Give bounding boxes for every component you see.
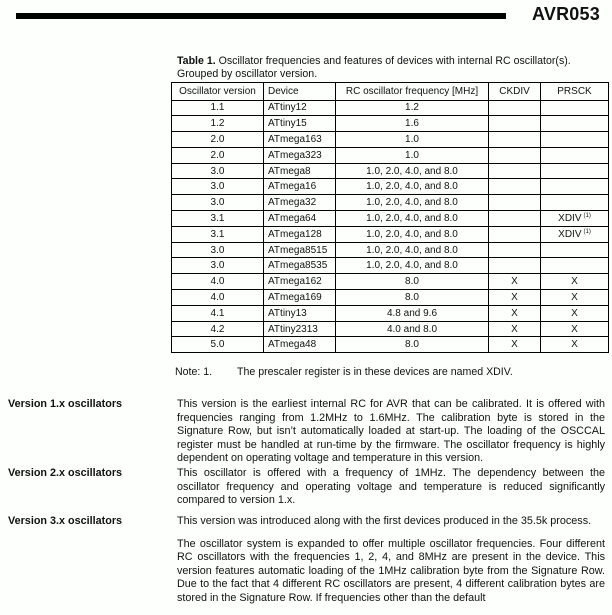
- cell-device: [264, 226, 336, 242]
- paragraph: The oscillator system is expanded to offer multiple oscillator frequencies. Four different RC oscillators with the frequencies 1, 2, 4, and 8MHz are present in the device. This version features automatic loading of the 1MHz calibration byte from the Signature Row. Due to the fact that 4 different RC oscillators are present, 4 different calibration bytes are stored in the Signature Row. If frequencies other than the default: [177, 537, 605, 604]
- section-label: Version 3.x oscillators: [8, 515, 123, 527]
- cell-version: [172, 258, 264, 274]
- cell-frequency: [336, 258, 489, 274]
- cell-device-text: ATmega32: [268, 197, 317, 209]
- cell-version-text: 3.1: [210, 212, 225, 224]
- cell-version: [172, 211, 264, 227]
- table-row: [172, 274, 609, 290]
- cell-version-text: 3.0: [210, 165, 225, 177]
- cell-ckdiv-text: X: [511, 323, 518, 335]
- cell-device: [264, 242, 336, 258]
- table-caption-text: Oscillator frequencies and features of devices with internal RC oscillator(s). Grouped by oscillator version.: [177, 55, 571, 80]
- cell-device-text: ATmega8535: [268, 260, 328, 272]
- cell-frequency-text: 1.0: [405, 133, 419, 145]
- cell-frequency: [336, 179, 489, 195]
- cell-version: [172, 274, 264, 290]
- cell-frequency: [336, 274, 489, 290]
- table-row: [172, 258, 609, 274]
- cell-ckdiv: [489, 305, 541, 321]
- column-header-ckdiv: CKDIV: [489, 83, 541, 101]
- cell-prsck: [541, 163, 609, 179]
- cell-ckdiv: [489, 195, 541, 211]
- cell-version-text: 3.0: [210, 197, 225, 209]
- cell-device-text: ATmega128: [268, 228, 322, 240]
- cell-version: [172, 132, 264, 148]
- cell-device: [264, 179, 336, 195]
- cell-frequency-text: 1.0, 2.0, 4.0, and 8.0: [366, 181, 458, 193]
- column-header-frequency: RC oscillator frequency [MHz]: [336, 83, 489, 101]
- cell-version: [172, 305, 264, 321]
- cell-device: [264, 290, 336, 306]
- cell-version: [172, 337, 264, 353]
- cell-prsck: [541, 290, 609, 306]
- header-rule: [16, 13, 506, 19]
- table-row: [172, 226, 609, 242]
- table-row: [172, 242, 609, 258]
- cell-frequency: [336, 116, 489, 132]
- cell-ckdiv-text: X: [511, 276, 518, 288]
- table-caption: [177, 55, 607, 80]
- cell-ckdiv-text: X: [511, 291, 518, 303]
- cell-version: [172, 226, 264, 242]
- cell-version-text: 1.2: [210, 118, 225, 130]
- cell-prsck: [541, 100, 609, 116]
- cell-device: [264, 211, 336, 227]
- cell-frequency: [336, 290, 489, 306]
- table-row: [172, 163, 609, 179]
- cell-version-text: 2.0: [210, 149, 225, 161]
- cell-frequency: [336, 226, 489, 242]
- cell-device: [264, 116, 336, 132]
- cell-frequency-text: 1.6: [405, 118, 419, 130]
- cell-version-text: 5.0: [210, 339, 225, 351]
- cell-frequency-text: 1.0, 2.0, 4.0, and 8.0: [366, 212, 458, 224]
- cell-device: [264, 147, 336, 163]
- table-header-row: [172, 83, 609, 101]
- cell-ckdiv-text: X: [511, 339, 518, 351]
- cell-version: [172, 242, 264, 258]
- cell-device: [264, 100, 336, 116]
- cell-device: [264, 305, 336, 321]
- cell-prsck: [541, 179, 609, 195]
- cell-device-text: ATtiny13: [268, 307, 307, 319]
- cell-device-text: ATmega162: [268, 276, 322, 288]
- cell-device-text: ATtiny12: [268, 102, 307, 114]
- cell-prsck: [541, 116, 609, 132]
- footnote-text: The prescaler register is in these devices are named XDIV.: [237, 366, 513, 378]
- cell-ckdiv: [489, 179, 541, 195]
- column-header-device: Device: [264, 83, 336, 101]
- cell-device-text: ATmega8: [268, 165, 311, 177]
- paragraph: This oscillator is offered with a frequency of 1MHz. The dependency between the oscillator frequency and operating voltage and temperature is reduced significantly compared to version 1.x.: [177, 467, 605, 507]
- cell-version-text: 2.0: [210, 133, 225, 145]
- cell-device: [264, 195, 336, 211]
- section-label: Version 2.x oscillators: [8, 467, 123, 479]
- cell-device-text: ATmega8515: [268, 244, 328, 256]
- cell-version-text: 3.0: [210, 244, 225, 256]
- cell-device-text: ATmega163: [268, 133, 322, 145]
- cell-version: [172, 163, 264, 179]
- cell-frequency-text: 1.0, 2.0, 4.0, and 8.0: [366, 197, 458, 209]
- cell-frequency-text: 1.0, 2.0, 4.0, and 8.0: [366, 244, 458, 256]
- section-body: [177, 515, 605, 615]
- cell-prsck-text: X: [571, 291, 578, 303]
- cell-version: [172, 290, 264, 306]
- cell-prsck: [541, 132, 609, 148]
- cell-version: [172, 179, 264, 195]
- cell-device: [264, 258, 336, 274]
- cell-version-text: 4.1: [210, 307, 225, 319]
- cell-frequency: [336, 132, 489, 148]
- cell-prsck: [541, 321, 609, 337]
- cell-frequency-text: 1.0, 2.0, 4.0, and 8.0: [366, 260, 458, 272]
- section-label: Version 1.x oscillators: [8, 398, 123, 410]
- footnote-reference: (1): [583, 212, 591, 219]
- cell-prsck-text: X: [571, 307, 578, 319]
- cell-ckdiv: [489, 100, 541, 116]
- cell-version-text: 4.2: [210, 323, 225, 335]
- cell-frequency-text: 8.0: [405, 339, 419, 351]
- cell-device-text: ATmega64: [268, 212, 317, 224]
- table-row: [172, 116, 609, 132]
- cell-ckdiv: [489, 147, 541, 163]
- cell-ckdiv: [489, 163, 541, 179]
- cell-ckdiv: [489, 226, 541, 242]
- cell-frequency-text: 8.0: [405, 276, 419, 288]
- cell-ckdiv: [489, 242, 541, 258]
- cell-prsck: [541, 211, 609, 227]
- cell-ckdiv: [489, 116, 541, 132]
- cell-device-text: ATmega323: [268, 149, 322, 161]
- cell-version: [172, 321, 264, 337]
- cell-device: [264, 163, 336, 179]
- cell-device-text: ATmega169: [268, 291, 322, 303]
- cell-frequency: [336, 337, 489, 353]
- cell-ckdiv: [489, 321, 541, 337]
- cell-ckdiv: [489, 132, 541, 148]
- cell-prsck: [541, 195, 609, 211]
- table-footnote: [175, 366, 513, 378]
- cell-device-text: ATmega16: [268, 181, 317, 193]
- cell-frequency-text: 1.0, 2.0, 4.0, and 8.0: [366, 228, 458, 240]
- cell-prsck-text: XDIV: [558, 212, 582, 224]
- section-body: [177, 467, 605, 517]
- cell-frequency: [336, 242, 489, 258]
- cell-frequency: [336, 100, 489, 116]
- cell-version-text: 1.1: [210, 102, 225, 114]
- cell-ckdiv: [489, 211, 541, 227]
- cell-ckdiv: [489, 337, 541, 353]
- oscillator-table: [171, 82, 609, 353]
- cell-prsck: [541, 147, 609, 163]
- table-row: [172, 195, 609, 211]
- cell-version-text: 3.1: [210, 228, 225, 240]
- column-header-version: Oscillator version: [172, 83, 264, 101]
- cell-device: [264, 274, 336, 290]
- cell-prsck: [541, 226, 609, 242]
- cell-version-text: 4.0: [210, 276, 225, 288]
- table-row: [172, 337, 609, 353]
- paragraph: This version is the earliest internal RC for AVR that can be calibrated. It is offered with frequencies ranging from 1.2MHz to 1.6MHz. The calibration byte is stored in the Signature Row, but isn’t automatically loaded at start-up. The loading of the OSCCAL register must be handled at run-time by the firmware. The oscillator frequency is highly dependent on operating voltage and temperature in this version.: [177, 398, 605, 465]
- table-row: [172, 132, 609, 148]
- footnote-label: Note: 1.: [175, 366, 213, 378]
- cell-version: [172, 100, 264, 116]
- cell-prsck-text: X: [571, 339, 578, 351]
- footnote-reference: (1): [583, 228, 591, 235]
- cell-device-text: ATtiny15: [268, 118, 307, 130]
- cell-device: [264, 337, 336, 353]
- cell-prsck: [541, 337, 609, 353]
- cell-device: [264, 132, 336, 148]
- cell-prsck-text: X: [571, 276, 578, 288]
- cell-version-text: 4.0: [210, 291, 225, 303]
- document-id: AVR053: [532, 4, 600, 24]
- cell-prsck: [541, 258, 609, 274]
- cell-frequency-text: 1.2: [405, 102, 419, 114]
- cell-ckdiv: [489, 290, 541, 306]
- cell-frequency-text: 1.0: [405, 149, 419, 161]
- table-row: [172, 179, 609, 195]
- cell-ckdiv: [489, 258, 541, 274]
- cell-frequency: [336, 211, 489, 227]
- cell-version: [172, 147, 264, 163]
- cell-prsck: [541, 274, 609, 290]
- cell-frequency-text: 1.0, 2.0, 4.0, and 8.0: [366, 165, 458, 177]
- cell-ckdiv: [489, 274, 541, 290]
- cell-frequency: [336, 163, 489, 179]
- cell-frequency: [336, 305, 489, 321]
- cell-frequency-text: 4.0 and 8.0: [386, 323, 438, 335]
- table-row: [172, 305, 609, 321]
- cell-version-text: 3.0: [210, 260, 225, 272]
- cell-frequency: [336, 147, 489, 163]
- cell-version-text: 3.0: [210, 181, 225, 193]
- table-row: [172, 147, 609, 163]
- table-caption-label: Table 1.: [177, 55, 216, 67]
- cell-ckdiv-text: X: [511, 307, 518, 319]
- cell-frequency: [336, 195, 489, 211]
- cell-device-text: ATtiny2313: [268, 323, 318, 335]
- cell-frequency-text: 8.0: [405, 291, 419, 303]
- table-row: [172, 100, 609, 116]
- cell-version: [172, 116, 264, 132]
- cell-device: [264, 321, 336, 337]
- cell-version: [172, 195, 264, 211]
- table-row: [172, 321, 609, 337]
- table-row: [172, 290, 609, 306]
- cell-prsck: [541, 242, 609, 258]
- cell-prsck-text: X: [571, 323, 578, 335]
- column-header-prsck: PRSCK: [541, 83, 609, 101]
- cell-prsck-text: XDIV: [558, 228, 582, 240]
- section-body: [177, 398, 605, 475]
- cell-device-text: ATmega48: [268, 339, 317, 351]
- cell-frequency: [336, 321, 489, 337]
- paragraph: This version was introduced along with the first devices produced in the 35.5k process.: [177, 515, 592, 527]
- cell-frequency-text: 4.8 and 9.6: [386, 307, 438, 319]
- cell-prsck: [541, 305, 609, 321]
- table-row: [172, 211, 609, 227]
